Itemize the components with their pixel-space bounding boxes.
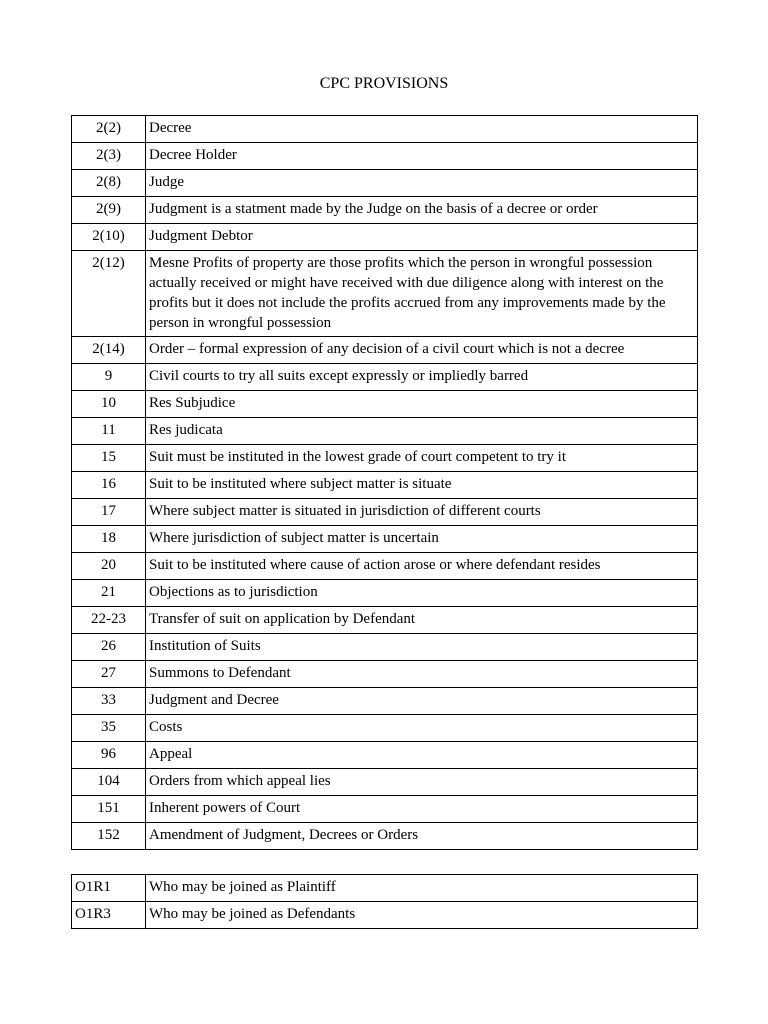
- section-number: 11: [72, 418, 146, 445]
- section-number: 2(14): [72, 337, 146, 364]
- section-number: 10: [72, 391, 146, 418]
- section-number: 26: [72, 634, 146, 661]
- order-rule-description: Who may be joined as Plaintiff: [146, 875, 698, 902]
- section-description: Suit to be instituted where cause of action arose or where defendant resides: [146, 553, 698, 580]
- section-description: Summons to Defendant: [146, 661, 698, 688]
- table-row: [72, 197, 698, 224]
- section-description: Judge: [146, 170, 698, 197]
- section-description: Orders from which appeal lies: [146, 769, 698, 796]
- table-row: [72, 499, 698, 526]
- section-description: Res Subjudice: [146, 391, 698, 418]
- section-number: 96: [72, 742, 146, 769]
- section-description: Suit to be instituted where subject matter is situate: [146, 472, 698, 499]
- section-description: Appeal: [146, 742, 698, 769]
- section-number: 27: [72, 661, 146, 688]
- table-row: [72, 445, 698, 472]
- section-number: 16: [72, 472, 146, 499]
- section-description: Objections as to jurisdiction: [146, 580, 698, 607]
- table-row: [72, 143, 698, 170]
- table-row: [72, 526, 698, 553]
- section-number: 2(9): [72, 197, 146, 224]
- table-row: [72, 391, 698, 418]
- section-number: 2(3): [72, 143, 146, 170]
- section-description: Decree: [146, 116, 698, 143]
- section-number: 15: [72, 445, 146, 472]
- section-description: Order – formal expression of any decision of a civil court which is not a decree: [146, 337, 698, 364]
- section-description: Institution of Suits: [146, 634, 698, 661]
- table-row: [72, 337, 698, 364]
- section-description: Amendment of Judgment, Decrees or Orders: [146, 823, 698, 850]
- table-row: [72, 823, 698, 850]
- section-description: Judgment and Decree: [146, 688, 698, 715]
- section-description: Suit must be instituted in the lowest grade of court competent to try it: [146, 445, 698, 472]
- order-rule-description: Who may be joined as Defendants: [146, 902, 698, 929]
- section-description: Judgment is a statment made by the Judge on the basis of a decree or order: [146, 197, 698, 224]
- section-number: 33: [72, 688, 146, 715]
- section-number: 35: [72, 715, 146, 742]
- section-number: 2(12): [72, 251, 146, 337]
- order-rule-number: O1R1: [72, 875, 146, 902]
- table-row: [72, 634, 698, 661]
- section-number: 21: [72, 580, 146, 607]
- section-number: 20: [72, 553, 146, 580]
- section-number: 9: [72, 364, 146, 391]
- table-row: [72, 875, 698, 902]
- section-number: 2(10): [72, 224, 146, 251]
- table-row: [72, 472, 698, 499]
- table-row: [72, 715, 698, 742]
- section-number: 104: [72, 769, 146, 796]
- table-row: [72, 553, 698, 580]
- section-description: Mesne Profits of property are those profits which the person in wrongful possession actually received or might have received with due diligence along with interest on the profits but it does not include the profits accrued from any improvements made by the person in wrongful possession: [146, 251, 698, 337]
- section-description: Costs: [146, 715, 698, 742]
- section-number: 152: [72, 823, 146, 850]
- table-row: [72, 661, 698, 688]
- table-row: [72, 796, 698, 823]
- table-row: [72, 116, 698, 143]
- table-row: [72, 224, 698, 251]
- table-row: [72, 170, 698, 197]
- section-number: 2(8): [72, 170, 146, 197]
- provisions-table: [71, 115, 698, 850]
- table-row: [72, 580, 698, 607]
- section-number: 151: [72, 796, 146, 823]
- section-description: Decree Holder: [146, 143, 698, 170]
- table-row: [72, 902, 698, 929]
- section-description: Where jurisdiction of subject matter is uncertain: [146, 526, 698, 553]
- table-row: [72, 607, 698, 634]
- order-rule-number: O1R3: [72, 902, 146, 929]
- section-description: Transfer of suit on application by Defendant: [146, 607, 698, 634]
- table-row: [72, 688, 698, 715]
- section-description: Civil courts to try all suits except expressly or impliedly barred: [146, 364, 698, 391]
- section-number: 18: [72, 526, 146, 553]
- section-description: Judgment Debtor: [146, 224, 698, 251]
- table-row: [72, 251, 698, 337]
- orders-table: [71, 874, 698, 929]
- table-row: [72, 364, 698, 391]
- section-number: 22-23: [72, 607, 146, 634]
- table-row: [72, 418, 698, 445]
- table-row: [72, 769, 698, 796]
- page-title: CPC PROVISIONS: [319, 75, 449, 92]
- section-description: Res judicata: [146, 418, 698, 445]
- section-number: 17: [72, 499, 146, 526]
- table-row: [72, 742, 698, 769]
- section-description: Inherent powers of Court: [146, 796, 698, 823]
- section-number: 2(2): [72, 116, 146, 143]
- section-description: Where subject matter is situated in jurisdiction of different courts: [146, 499, 698, 526]
